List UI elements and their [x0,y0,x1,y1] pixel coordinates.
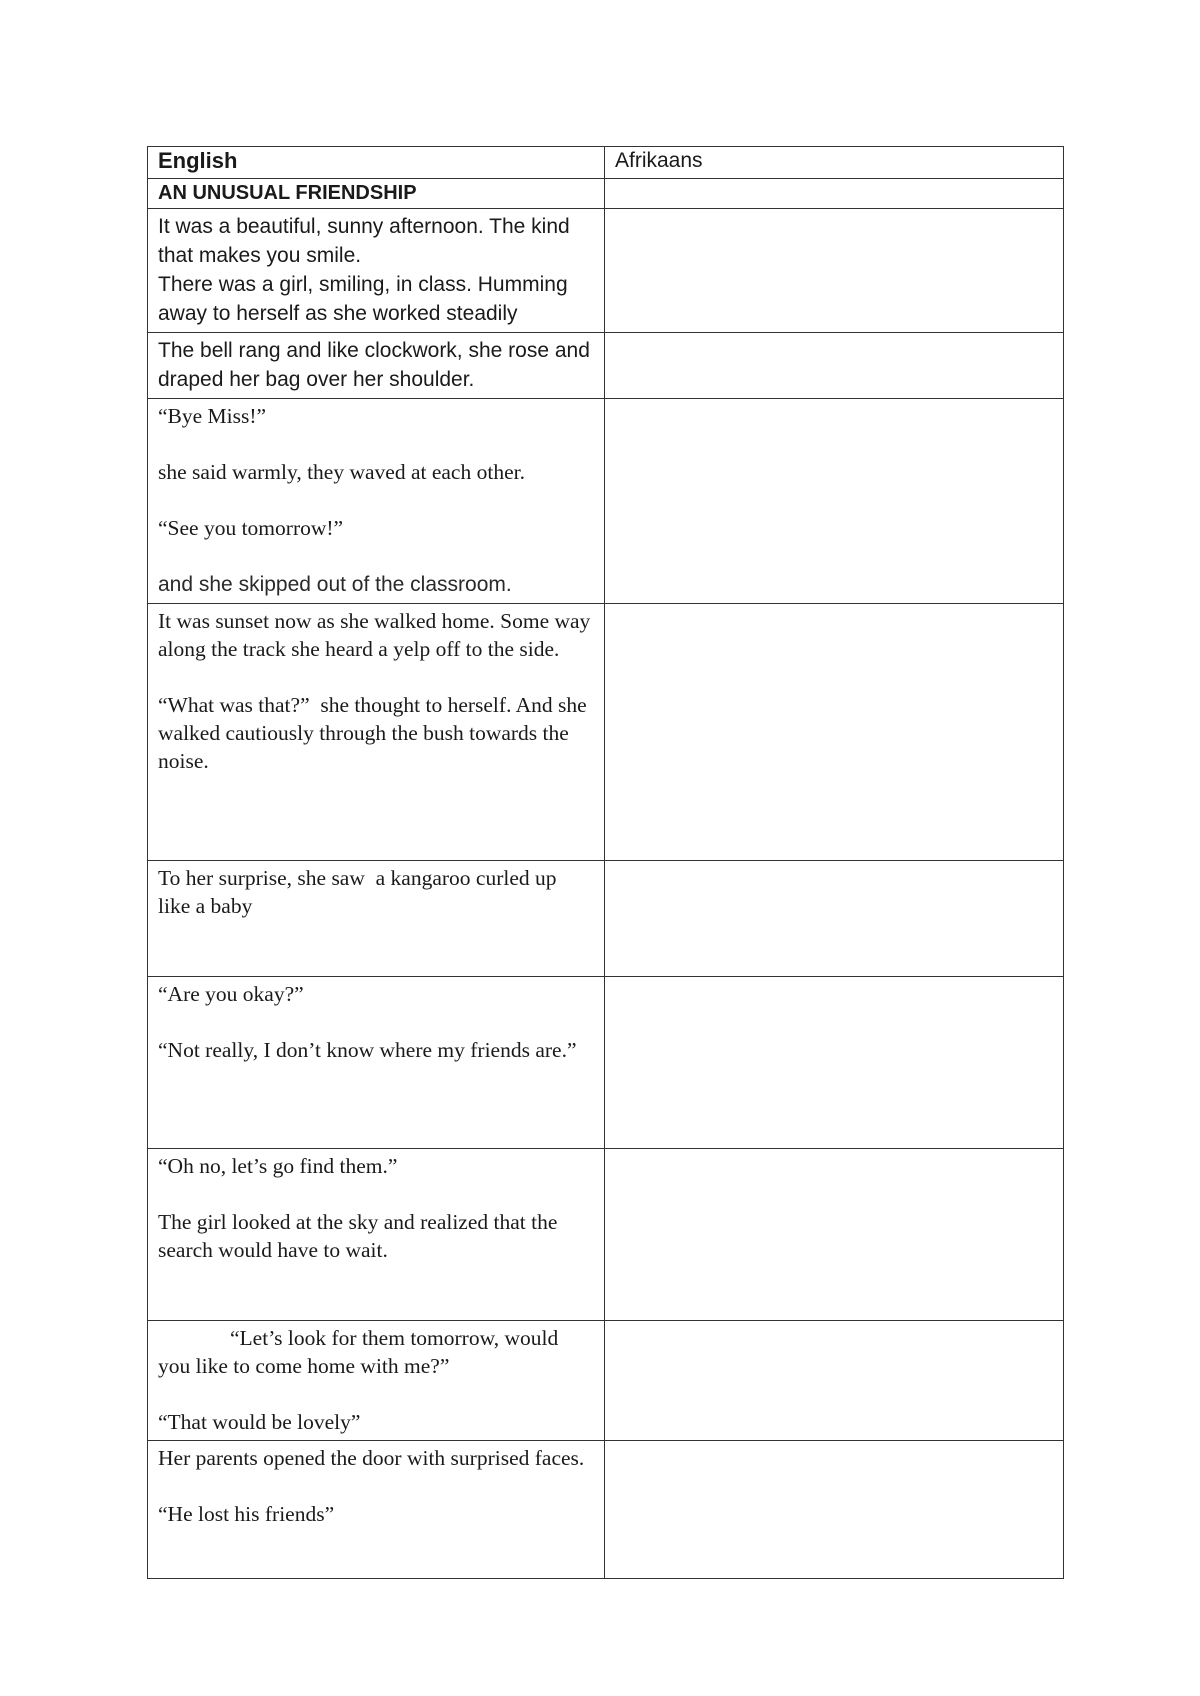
translation-table [147,146,1064,1579]
english-cell [148,209,605,333]
story-line: There was a girl, smiling, in class. Humming away to herself as she worked steadily [158,273,574,325]
afrikaans-cell[interactable] [605,604,1064,861]
story-line: “See you tomorrow!” [158,516,344,540]
table-row-title [148,179,1064,209]
table-header-row [148,147,1064,179]
story-line: The girl looked at the sky and realized that the search would have to wait. [158,1210,563,1262]
english-cell [148,399,605,604]
english-cell [148,333,605,399]
afrikaans-cell[interactable] [605,1441,1064,1579]
story-line [158,1324,594,1380]
table-row [148,1441,1064,1579]
line-gap [158,663,594,691]
table-row [148,333,1064,399]
story-line: “That would be lovely” [158,1410,361,1434]
afrikaans-cell[interactable] [605,861,1064,977]
story-line: It was a beautiful, sunny afternoon. The kind that makes you smile. [158,215,576,267]
story-line: To her surprise, she saw a kangaroo curled up like a baby [158,866,562,918]
story-line: Her parents opened the door with surprised faces. [158,1446,585,1470]
afrikaans-cell[interactable] [605,1321,1064,1441]
table-row [148,1149,1064,1321]
story-line: “Not really, I don’t know where my friends are.” [158,1038,577,1062]
line-gap [158,1180,594,1208]
afrikaans-cell[interactable] [605,399,1064,604]
afrikaans-cell[interactable] [605,977,1064,1149]
table-row [148,861,1064,977]
english-cell [148,604,605,861]
story-line: “Are you okay?” [158,982,304,1006]
afrikaans-cell[interactable] [605,333,1064,399]
header-afrikaans: Afrikaans [605,147,1064,179]
line-gap [158,486,594,514]
line-gap [158,1008,594,1036]
story-line: The bell rang and like clockwork, she rose and draped her bag over her shoulder. [158,339,596,391]
table-row [148,399,1064,604]
story-line: “What was that?” she thought to herself. And she walked cautiously through the bush towards the noise. [158,693,593,773]
afrikaans-cell[interactable] [605,1149,1064,1321]
english-cell [148,977,605,1149]
story-line: “He lost his friends” [158,1502,335,1526]
line-gap [158,542,594,570]
table-row [148,1321,1064,1441]
header-english: English [148,147,605,179]
story-line: “Bye Miss!” [158,404,267,428]
table-row [148,604,1064,861]
story-line: and she skipped out of the classroom. [158,573,512,596]
story-title: AN UNUSUAL FRIENDSHIP [148,179,605,209]
line-gap [158,1472,594,1500]
english-cell [148,1149,605,1321]
afrikaans-cell[interactable] [605,209,1064,333]
english-cell [148,861,605,977]
story-line-text: “Let’s look for them tomorrow, would you like to come home with me?” [158,1326,564,1378]
story-line: “Oh no, let’s go find them.” [158,1154,398,1178]
story-line: she said warmly, they waved at each other. [158,460,525,484]
line-gap [158,1380,594,1408]
table-row [148,209,1064,333]
line-gap [158,430,594,458]
afrikaans-cell[interactable] [605,179,1064,209]
story-line: It was sunset now as she walked home. Some way along the track she heard a yelp off to the side. [158,609,596,661]
english-cell [148,1441,605,1579]
table-row [148,977,1064,1149]
english-cell [148,1321,605,1441]
